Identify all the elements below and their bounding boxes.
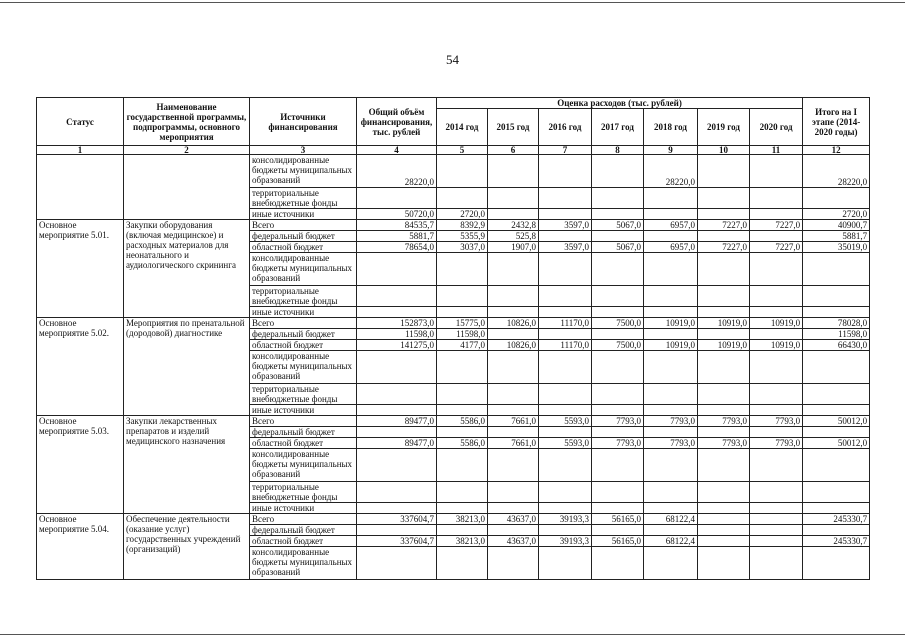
- total-value-cell: [357, 405, 437, 416]
- total-value-cell: 89477,0: [357, 416, 437, 427]
- year-value-cell: 7793,0: [592, 416, 644, 427]
- year-value-cell: 5586,0: [437, 416, 488, 427]
- year-value-cell: [592, 329, 644, 340]
- year-value-cell: [644, 209, 698, 220]
- year-value-cell: 10919,0: [698, 318, 750, 329]
- total-value-cell: [357, 286, 437, 307]
- year-value-cell: 5067,0: [592, 242, 644, 253]
- column-number-3: 3: [250, 146, 357, 155]
- year-value-cell: 10919,0: [750, 318, 803, 329]
- year-value-cell: [437, 286, 488, 307]
- funding-source-cell: федеральный бюджет: [250, 231, 357, 242]
- year-value-cell: 3037,0: [437, 242, 488, 253]
- stage-total-cell: 245330,7: [803, 536, 870, 547]
- total-value-cell: [357, 307, 437, 318]
- year-value-cell: 525,8: [488, 231, 539, 242]
- year-value-cell: [488, 525, 539, 536]
- financing-table: [36, 97, 870, 580]
- year-value-cell: [437, 482, 488, 503]
- year-value-cell: [698, 427, 750, 438]
- funding-source-cell: областной бюджет: [250, 242, 357, 253]
- header-name: Наименование государственной программы, подпрограммы, основного мероприятия: [124, 98, 250, 146]
- year-value-cell: [698, 503, 750, 514]
- activity-name-cell: Обеспечение деятельности (оказание услуг) государственных учреждений (организаций): [124, 514, 250, 580]
- header-year-4: 2017 год: [592, 109, 644, 146]
- year-value-cell: [437, 503, 488, 514]
- stage-total-cell: 78028,0: [803, 318, 870, 329]
- total-value-cell: [357, 525, 437, 536]
- stage-total-cell: [803, 547, 870, 580]
- year-value-cell: [539, 231, 592, 242]
- year-value-cell: 10919,0: [750, 340, 803, 351]
- year-value-cell: 10919,0: [644, 318, 698, 329]
- year-value-cell: [698, 449, 750, 482]
- total-value-cell: 50720,0: [357, 209, 437, 220]
- year-value-cell: 7227,0: [698, 242, 750, 253]
- year-value-cell: [488, 155, 539, 188]
- year-value-cell: [698, 514, 750, 525]
- year-value-cell: [592, 503, 644, 514]
- year-value-cell: 7793,0: [750, 438, 803, 449]
- year-value-cell: 11598,0: [437, 329, 488, 340]
- year-value-cell: [592, 449, 644, 482]
- year-value-cell: 68122,4: [644, 536, 698, 547]
- stage-total-cell: 50012,0: [803, 438, 870, 449]
- year-value-cell: 10919,0: [644, 340, 698, 351]
- year-value-cell: [750, 503, 803, 514]
- stage-total-cell: [803, 449, 870, 482]
- column-number-11: 11: [750, 146, 803, 155]
- year-value-cell: [437, 253, 488, 286]
- year-value-cell: [592, 525, 644, 536]
- year-value-cell: [592, 482, 644, 503]
- year-value-cell: [698, 405, 750, 416]
- total-value-cell: 152873,0: [357, 318, 437, 329]
- year-value-cell: [488, 384, 539, 405]
- total-value-cell: 11598,0: [357, 329, 437, 340]
- year-value-cell: [592, 405, 644, 416]
- table-row: [37, 220, 870, 231]
- funding-source-cell: консолидированные бюджеты муниципальных образований: [250, 155, 357, 188]
- year-value-cell: 7793,0: [750, 416, 803, 427]
- funding-source-cell: областной бюджет: [250, 340, 357, 351]
- year-value-cell: 10919,0: [698, 340, 750, 351]
- year-value-cell: [750, 427, 803, 438]
- header-estimate: Оценка расходов (тыс. рублей): [437, 98, 803, 109]
- stage-total-cell: [803, 188, 870, 209]
- year-value-cell: [592, 547, 644, 580]
- year-value-cell: [644, 307, 698, 318]
- year-value-cell: [698, 482, 750, 503]
- status-cell: Основное мероприятие 5.03.: [37, 416, 124, 514]
- year-value-cell: [644, 547, 698, 580]
- year-value-cell: [644, 449, 698, 482]
- funding-source-cell: консолидированные бюджеты муниципальных образований: [250, 351, 357, 384]
- year-value-cell: [592, 427, 644, 438]
- year-value-cell: 11170,0: [539, 340, 592, 351]
- year-value-cell: [437, 547, 488, 580]
- stage-total-cell: 40900,7: [803, 220, 870, 231]
- stage-total-cell: [803, 525, 870, 536]
- header-sources: Источники финансирования: [250, 98, 357, 146]
- year-value-cell: 68122,4: [644, 514, 698, 525]
- year-value-cell: 2720,0: [437, 209, 488, 220]
- stage-total-cell: 28220,0: [803, 155, 870, 188]
- year-value-cell: [437, 307, 488, 318]
- year-value-cell: 15775,0: [437, 318, 488, 329]
- year-value-cell: 38213,0: [437, 536, 488, 547]
- year-value-cell: [644, 482, 698, 503]
- year-value-cell: [592, 209, 644, 220]
- year-value-cell: [592, 253, 644, 286]
- funding-source-cell: иные источники: [250, 209, 357, 220]
- total-value-cell: 141275,0: [357, 340, 437, 351]
- year-value-cell: [698, 286, 750, 307]
- year-value-cell: [488, 405, 539, 416]
- funding-source-cell: Всего: [250, 318, 357, 329]
- total-value-cell: [357, 503, 437, 514]
- year-value-cell: [644, 384, 698, 405]
- year-value-cell: 2432,8: [488, 220, 539, 231]
- column-number-9: 9: [644, 146, 698, 155]
- year-value-cell: 7227,0: [698, 220, 750, 231]
- year-value-cell: 56165,0: [592, 514, 644, 525]
- funding-source-cell: территориальные внебюджетные фонды: [250, 286, 357, 307]
- year-value-cell: [644, 231, 698, 242]
- year-value-cell: [698, 307, 750, 318]
- year-value-cell: [750, 286, 803, 307]
- stage-total-cell: 5881,7: [803, 231, 870, 242]
- year-value-cell: [539, 155, 592, 188]
- year-value-cell: [750, 536, 803, 547]
- year-value-cell: [539, 188, 592, 209]
- activity-name-cell: Закупки оборудования (включая медицинское) и расходных материалов для неонатального и аудиологического скрининга: [124, 220, 250, 318]
- header-year-7: 2020 год: [750, 109, 803, 146]
- total-value-cell: [357, 547, 437, 580]
- year-value-cell: [488, 329, 539, 340]
- year-value-cell: [750, 253, 803, 286]
- table-row: [37, 514, 870, 525]
- year-value-cell: [488, 286, 539, 307]
- year-value-cell: [539, 253, 592, 286]
- funding-source-cell: областной бюджет: [250, 438, 357, 449]
- year-value-cell: 10826,0: [488, 340, 539, 351]
- total-value-cell: 337604,7: [357, 514, 437, 525]
- year-value-cell: [488, 547, 539, 580]
- year-value-cell: [539, 449, 592, 482]
- year-value-cell: [750, 482, 803, 503]
- funding-source-cell: иные источники: [250, 307, 357, 318]
- funding-source-cell: федеральный бюджет: [250, 427, 357, 438]
- year-value-cell: [750, 188, 803, 209]
- year-value-cell: 10826,0: [488, 318, 539, 329]
- year-value-cell: 6957,0: [644, 242, 698, 253]
- year-value-cell: [437, 525, 488, 536]
- header-year-2: 2015 год: [488, 109, 539, 146]
- year-value-cell: [698, 231, 750, 242]
- funding-source-cell: федеральный бюджет: [250, 525, 357, 536]
- year-value-cell: 7793,0: [592, 438, 644, 449]
- year-value-cell: 5067,0: [592, 220, 644, 231]
- year-value-cell: 7500,0: [592, 318, 644, 329]
- year-value-cell: [488, 503, 539, 514]
- year-value-cell: [644, 351, 698, 384]
- year-value-cell: [437, 449, 488, 482]
- year-value-cell: [750, 449, 803, 482]
- year-value-cell: [592, 231, 644, 242]
- year-value-cell: [750, 384, 803, 405]
- year-value-cell: [698, 155, 750, 188]
- stage-total-cell: [803, 351, 870, 384]
- year-value-cell: [592, 155, 644, 188]
- stage-total-cell: 11598,0: [803, 329, 870, 340]
- year-value-cell: [488, 209, 539, 220]
- year-value-cell: 11170,0: [539, 318, 592, 329]
- year-value-cell: 1907,0: [488, 242, 539, 253]
- year-value-cell: [644, 329, 698, 340]
- year-value-cell: 7793,0: [644, 438, 698, 449]
- total-value-cell: 89477,0: [357, 438, 437, 449]
- year-value-cell: [488, 427, 539, 438]
- funding-source-cell: территориальные внебюджетные фонды: [250, 482, 357, 503]
- header-year-6: 2019 год: [698, 109, 750, 146]
- funding-source-cell: консолидированные бюджеты муниципальных образований: [250, 253, 357, 286]
- year-value-cell: 5593,0: [539, 438, 592, 449]
- year-value-cell: [750, 209, 803, 220]
- year-value-cell: [644, 503, 698, 514]
- stage-total-cell: [803, 482, 870, 503]
- year-value-cell: [539, 525, 592, 536]
- year-value-cell: [592, 384, 644, 405]
- funding-source-cell: федеральный бюджет: [250, 329, 357, 340]
- year-value-cell: [698, 525, 750, 536]
- activity-name-cell: Закупки лекарственных препаратов и изделий медицинского назначения: [124, 416, 250, 514]
- funding-source-cell: Всего: [250, 220, 357, 231]
- total-value-cell: [357, 351, 437, 384]
- year-value-cell: [539, 547, 592, 580]
- year-value-cell: [644, 525, 698, 536]
- bottom-edge-line: [0, 634, 905, 635]
- year-value-cell: 38213,0: [437, 514, 488, 525]
- year-value-cell: [592, 286, 644, 307]
- column-number-1: 1: [37, 146, 124, 155]
- total-value-cell: 337604,7: [357, 536, 437, 547]
- year-value-cell: [698, 547, 750, 580]
- year-value-cell: [644, 188, 698, 209]
- year-value-cell: [539, 209, 592, 220]
- header-status: Статус: [37, 98, 124, 146]
- top-edge-line: [0, 2, 905, 3]
- year-value-cell: 4177,0: [437, 340, 488, 351]
- header-total: Общий объём финансирования, тыс. рублей: [357, 98, 437, 146]
- year-value-cell: 7661,0: [488, 416, 539, 427]
- funding-source-cell: территориальные внебюджетные фонды: [250, 188, 357, 209]
- year-value-cell: [488, 449, 539, 482]
- year-value-cell: [750, 351, 803, 384]
- year-value-cell: 7500,0: [592, 340, 644, 351]
- total-value-cell: [357, 188, 437, 209]
- column-number-5: 5: [437, 146, 488, 155]
- year-value-cell: 7661,0: [488, 438, 539, 449]
- year-value-cell: 6957,0: [644, 220, 698, 231]
- column-number-2: 2: [124, 146, 250, 155]
- stage-total-cell: 2720,0: [803, 209, 870, 220]
- year-value-cell: [488, 188, 539, 209]
- total-value-cell: [357, 482, 437, 503]
- year-value-cell: [437, 427, 488, 438]
- column-number-10: 10: [698, 146, 750, 155]
- stage-total-cell: [803, 503, 870, 514]
- stage-total-cell: 35019,0: [803, 242, 870, 253]
- year-value-cell: [488, 253, 539, 286]
- year-value-cell: [644, 405, 698, 416]
- stage-total-cell: [803, 253, 870, 286]
- year-value-cell: 39193,3: [539, 536, 592, 547]
- funding-source-cell: иные источники: [250, 503, 357, 514]
- year-value-cell: [644, 427, 698, 438]
- year-value-cell: [698, 253, 750, 286]
- year-value-cell: 43637,0: [488, 514, 539, 525]
- year-value-cell: [539, 351, 592, 384]
- header-stage-total: Итого на I этапе (2014-2020 годы): [803, 98, 870, 146]
- year-value-cell: 5355,9: [437, 231, 488, 242]
- total-value-cell: [357, 427, 437, 438]
- status-cell: Основное мероприятие 5.04.: [37, 514, 124, 580]
- year-value-cell: 5586,0: [437, 438, 488, 449]
- year-value-cell: [592, 351, 644, 384]
- funding-source-cell: территориальные внебюджетные фонды: [250, 384, 357, 405]
- year-value-cell: [644, 286, 698, 307]
- total-value-cell: 78654,0: [357, 242, 437, 253]
- stage-total-cell: [803, 286, 870, 307]
- funding-source-cell: иные источники: [250, 405, 357, 416]
- activity-name-cell: [124, 155, 250, 220]
- year-value-cell: 39193,3: [539, 514, 592, 525]
- stage-total-cell: [803, 384, 870, 405]
- year-value-cell: [592, 188, 644, 209]
- column-number-6: 6: [488, 146, 539, 155]
- year-value-cell: [488, 307, 539, 318]
- total-value-cell: 84535,7: [357, 220, 437, 231]
- year-value-cell: [539, 427, 592, 438]
- year-value-cell: [698, 329, 750, 340]
- year-value-cell: [488, 351, 539, 384]
- year-value-cell: [750, 514, 803, 525]
- year-value-cell: [750, 231, 803, 242]
- year-value-cell: [750, 405, 803, 416]
- year-value-cell: [539, 384, 592, 405]
- stage-total-cell: 50012,0: [803, 416, 870, 427]
- stage-total-cell: [803, 427, 870, 438]
- funding-source-cell: консолидированные бюджеты муниципальных образований: [250, 547, 357, 580]
- stage-total-cell: [803, 307, 870, 318]
- year-value-cell: [437, 188, 488, 209]
- funding-source-cell: Всего: [250, 416, 357, 427]
- stage-total-cell: 245330,7: [803, 514, 870, 525]
- year-value-cell: [750, 525, 803, 536]
- header-year-5: 2018 год: [644, 109, 698, 146]
- year-value-cell: 8392,9: [437, 220, 488, 231]
- funding-source-cell: областной бюджет: [250, 536, 357, 547]
- year-value-cell: [437, 155, 488, 188]
- column-number-7: 7: [539, 146, 592, 155]
- funding-source-cell: консолидированные бюджеты муниципальных образований: [250, 449, 357, 482]
- year-value-cell: [437, 405, 488, 416]
- year-value-cell: [539, 482, 592, 503]
- year-value-cell: [592, 307, 644, 318]
- column-number-8: 8: [592, 146, 644, 155]
- total-value-cell: 5881,7: [357, 231, 437, 242]
- year-value-cell: [644, 253, 698, 286]
- year-value-cell: [750, 307, 803, 318]
- year-value-cell: [539, 503, 592, 514]
- year-value-cell: 7227,0: [750, 220, 803, 231]
- year-value-cell: [539, 286, 592, 307]
- column-number-12: 12: [803, 146, 870, 155]
- year-value-cell: [698, 209, 750, 220]
- year-value-cell: 43637,0: [488, 536, 539, 547]
- year-value-cell: [437, 351, 488, 384]
- total-value-cell: [357, 449, 437, 482]
- year-value-cell: 3597,0: [539, 220, 592, 231]
- status-cell: [37, 155, 124, 220]
- year-value-cell: 7227,0: [750, 242, 803, 253]
- year-value-cell: [750, 329, 803, 340]
- funding-source-cell: Всего: [250, 514, 357, 525]
- year-value-cell: 3597,0: [539, 242, 592, 253]
- year-value-cell: 7793,0: [698, 438, 750, 449]
- page-number: 54: [446, 52, 459, 67]
- year-value-cell: 7793,0: [644, 416, 698, 427]
- status-cell: Основное мероприятие 5.01.: [37, 220, 124, 318]
- column-number-4: 4: [357, 146, 437, 155]
- year-value-cell: [750, 547, 803, 580]
- header-year-3: 2016 год: [539, 109, 592, 146]
- year-value-cell: [539, 307, 592, 318]
- year-value-cell: [698, 188, 750, 209]
- header-year-1: 2014 год: [437, 109, 488, 146]
- year-value-cell: [539, 405, 592, 416]
- activity-name-cell: Мероприятия по пренатальной (дородовой) диагностике: [124, 318, 250, 416]
- year-value-cell: 5593,0: [539, 416, 592, 427]
- year-value-cell: [750, 155, 803, 188]
- year-value-cell: [698, 536, 750, 547]
- year-value-cell: [488, 482, 539, 503]
- year-value-cell: 28220,0: [644, 155, 698, 188]
- year-value-cell: 56165,0: [592, 536, 644, 547]
- stage-total-cell: [803, 405, 870, 416]
- total-value-cell: [357, 253, 437, 286]
- table-row: [37, 416, 870, 427]
- year-value-cell: [698, 351, 750, 384]
- year-value-cell: [437, 384, 488, 405]
- total-value-cell: [357, 384, 437, 405]
- year-value-cell: 7793,0: [698, 416, 750, 427]
- status-cell: Основное мероприятие 5.02.: [37, 318, 124, 416]
- table-row: [37, 155, 870, 188]
- total-value-cell: 28220,0: [357, 155, 437, 188]
- stage-total-cell: 66430,0: [803, 340, 870, 351]
- table-row: [37, 318, 870, 329]
- year-value-cell: [539, 329, 592, 340]
- year-value-cell: [698, 384, 750, 405]
